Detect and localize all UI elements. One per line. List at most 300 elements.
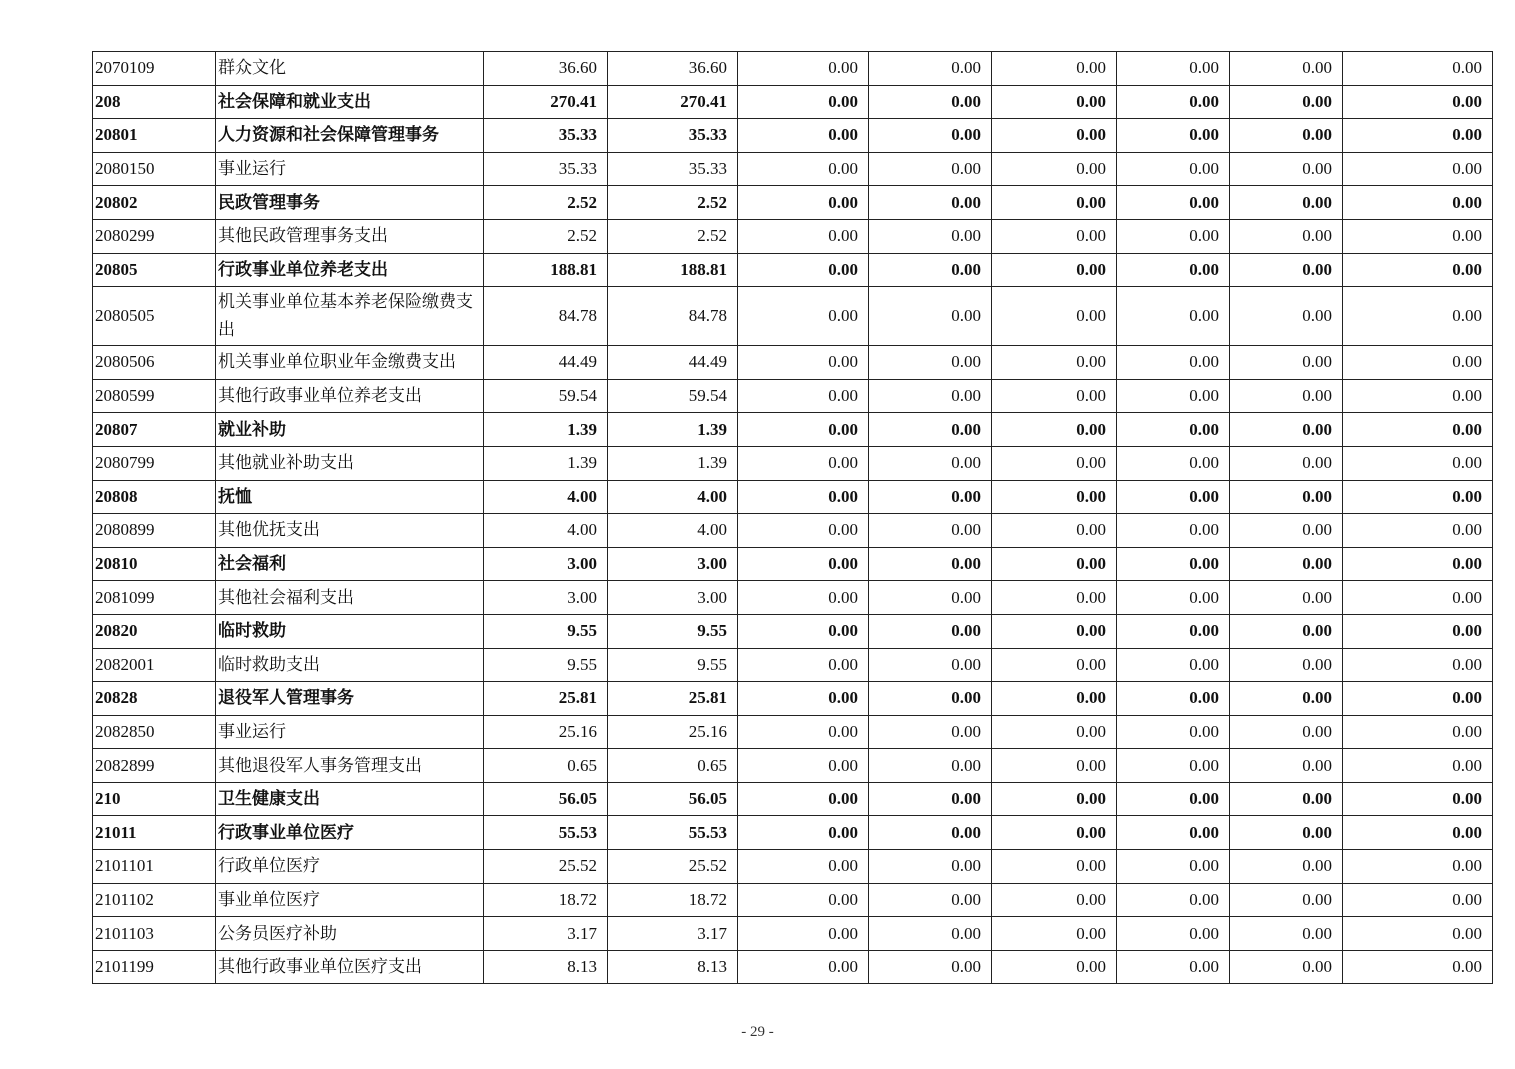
amount-cell: 0.00 <box>1230 85 1343 119</box>
amount-cell: 18.72 <box>484 883 608 917</box>
amount-cell: 0.00 <box>1343 253 1493 287</box>
amount-cell: 0.00 <box>992 446 1117 480</box>
amount-cell: 0.00 <box>1230 379 1343 413</box>
table-row <box>93 253 1493 287</box>
amount-cell: 56.05 <box>484 782 608 816</box>
amount-cell: 270.41 <box>608 85 738 119</box>
amount-cell: 4.00 <box>608 514 738 548</box>
amount-cell: 0.00 <box>1343 850 1493 884</box>
table-row <box>93 480 1493 514</box>
table-row <box>93 119 1493 153</box>
amount-cell: 35.33 <box>608 152 738 186</box>
subject-code-cell: 20820 <box>93 614 216 648</box>
amount-cell: 3.00 <box>608 547 738 581</box>
amount-cell: 9.55 <box>608 614 738 648</box>
amount-cell: 0.00 <box>738 514 869 548</box>
subject-code-cell: 208 <box>93 85 216 119</box>
amount-cell: 0.00 <box>1343 186 1493 220</box>
amount-cell: 0.00 <box>869 480 992 514</box>
subject-name-cell: 事业运行 <box>216 152 484 186</box>
amount-cell: 0.00 <box>992 782 1117 816</box>
amount-cell: 0.00 <box>738 186 869 220</box>
subject-code-cell: 20802 <box>93 186 216 220</box>
amount-cell: 270.41 <box>484 85 608 119</box>
table-row <box>93 287 1493 346</box>
table-row <box>93 152 1493 186</box>
amount-cell: 0.00 <box>738 480 869 514</box>
amount-cell: 0.00 <box>738 85 869 119</box>
amount-cell: 0.00 <box>1117 715 1230 749</box>
amount-cell: 59.54 <box>484 379 608 413</box>
subject-name-cell: 其他民政管理事务支出 <box>216 219 484 253</box>
table-row <box>93 950 1493 984</box>
subject-code-cell: 21011 <box>93 816 216 850</box>
amount-cell: 2.52 <box>608 186 738 220</box>
table-row <box>93 186 1493 220</box>
amount-cell: 25.81 <box>608 682 738 716</box>
amount-cell: 25.52 <box>484 850 608 884</box>
amount-cell: 0.00 <box>1230 186 1343 220</box>
amount-cell: 0.00 <box>1343 581 1493 615</box>
subject-name-cell: 行政事业单位医疗 <box>216 816 484 850</box>
amount-cell: 0.00 <box>869 346 992 380</box>
amount-cell: 3.00 <box>484 581 608 615</box>
subject-code-cell: 2101101 <box>93 850 216 884</box>
subject-name-cell: 民政管理事务 <box>216 186 484 220</box>
amount-cell: 0.00 <box>869 648 992 682</box>
amount-cell: 0.00 <box>1343 614 1493 648</box>
table-row <box>93 917 1493 951</box>
amount-cell: 0.00 <box>1343 682 1493 716</box>
amount-cell: 0.00 <box>1117 648 1230 682</box>
amount-cell: 0.00 <box>1117 152 1230 186</box>
amount-cell: 4.00 <box>484 480 608 514</box>
amount-cell: 0.00 <box>1343 346 1493 380</box>
subject-code-cell: 2080599 <box>93 379 216 413</box>
subject-code-cell: 20810 <box>93 547 216 581</box>
amount-cell: 2.52 <box>608 219 738 253</box>
amount-cell: 0.00 <box>1117 253 1230 287</box>
table-row <box>93 816 1493 850</box>
amount-cell: 0.00 <box>1117 85 1230 119</box>
amount-cell: 0.00 <box>992 715 1117 749</box>
amount-cell: 0.00 <box>869 413 992 447</box>
amount-cell: 0.00 <box>992 614 1117 648</box>
subject-name-cell: 人力资源和社会保障管理事务 <box>216 119 484 153</box>
amount-cell: 0.00 <box>738 614 869 648</box>
amount-cell: 0.00 <box>1343 917 1493 951</box>
amount-cell: 0.00 <box>1117 581 1230 615</box>
amount-cell: 0.00 <box>738 682 869 716</box>
amount-cell: 0.00 <box>869 287 992 346</box>
table-row <box>93 413 1493 447</box>
amount-cell: 0.00 <box>869 52 992 86</box>
subject-code-cell: 2080299 <box>93 219 216 253</box>
subject-code-cell: 20805 <box>93 253 216 287</box>
amount-cell: 0.00 <box>1230 950 1343 984</box>
subject-name-cell: 机关事业单位基本养老保险缴费支出 <box>216 287 484 346</box>
amount-cell: 0.00 <box>738 581 869 615</box>
amount-cell: 0.00 <box>738 52 869 86</box>
table-row <box>93 547 1493 581</box>
amount-cell: 0.00 <box>1230 219 1343 253</box>
amount-cell: 0.00 <box>738 547 869 581</box>
amount-cell: 1.39 <box>484 446 608 480</box>
amount-cell: 25.16 <box>484 715 608 749</box>
amount-cell: 0.00 <box>1343 287 1493 346</box>
amount-cell: 0.00 <box>1117 816 1230 850</box>
amount-cell: 188.81 <box>608 253 738 287</box>
amount-cell: 0.00 <box>869 749 992 783</box>
amount-cell: 0.00 <box>1230 715 1343 749</box>
amount-cell: 9.55 <box>484 648 608 682</box>
subject-name-cell: 事业单位医疗 <box>216 883 484 917</box>
amount-cell: 0.00 <box>992 883 1117 917</box>
subject-code-cell: 2080506 <box>93 346 216 380</box>
subject-name-cell: 事业运行 <box>216 715 484 749</box>
amount-cell: 0.00 <box>869 950 992 984</box>
table-row <box>93 581 1493 615</box>
subject-code-cell: 20808 <box>93 480 216 514</box>
amount-cell: 0.00 <box>992 287 1117 346</box>
table-row <box>93 883 1493 917</box>
amount-cell: 0.00 <box>1230 446 1343 480</box>
amount-cell: 1.39 <box>484 413 608 447</box>
amount-cell: 0.00 <box>738 413 869 447</box>
amount-cell: 0.00 <box>992 413 1117 447</box>
amount-cell: 0.00 <box>1343 514 1493 548</box>
amount-cell: 0.00 <box>992 917 1117 951</box>
amount-cell: 0.00 <box>1230 850 1343 884</box>
amount-cell: 44.49 <box>484 346 608 380</box>
subject-name-cell: 其他社会福利支出 <box>216 581 484 615</box>
subject-name-cell: 行政单位医疗 <box>216 850 484 884</box>
amount-cell: 0.00 <box>738 816 869 850</box>
amount-cell: 188.81 <box>484 253 608 287</box>
amount-cell: 35.33 <box>484 152 608 186</box>
amount-cell: 25.16 <box>608 715 738 749</box>
amount-cell: 0.00 <box>869 581 992 615</box>
amount-cell: 0.00 <box>1117 219 1230 253</box>
table-row <box>93 446 1493 480</box>
amount-cell: 25.52 <box>608 850 738 884</box>
amount-cell: 0.00 <box>738 152 869 186</box>
subject-name-cell: 机关事业单位职业年金缴费支出 <box>216 346 484 380</box>
subject-name-cell: 就业补助 <box>216 413 484 447</box>
subject-name-cell: 临时救助 <box>216 614 484 648</box>
amount-cell: 0.00 <box>992 346 1117 380</box>
amount-cell: 0.00 <box>1343 219 1493 253</box>
subject-code-cell: 20828 <box>93 682 216 716</box>
amount-cell: 2.52 <box>484 219 608 253</box>
subject-name-cell: 其他就业补助支出 <box>216 446 484 480</box>
amount-cell: 0.00 <box>1343 749 1493 783</box>
table-row <box>93 850 1493 884</box>
table-row <box>93 782 1493 816</box>
subject-name-cell: 其他行政事业单位养老支出 <box>216 379 484 413</box>
amount-cell: 0.00 <box>738 253 869 287</box>
amount-cell: 0.00 <box>738 287 869 346</box>
amount-cell: 0.00 <box>992 749 1117 783</box>
amount-cell: 0.00 <box>1230 514 1343 548</box>
amount-cell: 0.00 <box>869 715 992 749</box>
amount-cell: 9.55 <box>608 648 738 682</box>
amount-cell: 44.49 <box>608 346 738 380</box>
amount-cell: 35.33 <box>484 119 608 153</box>
amount-cell: 0.00 <box>1343 782 1493 816</box>
amount-cell: 0.00 <box>738 850 869 884</box>
table-row <box>93 715 1493 749</box>
amount-cell: 0.00 <box>1117 480 1230 514</box>
amount-cell: 3.17 <box>484 917 608 951</box>
amount-cell: 0.00 <box>1230 52 1343 86</box>
amount-cell: 0.00 <box>1343 119 1493 153</box>
amount-cell: 8.13 <box>484 950 608 984</box>
amount-cell: 0.00 <box>1117 917 1230 951</box>
subject-name-cell: 行政事业单位养老支出 <box>216 253 484 287</box>
amount-cell: 0.00 <box>992 152 1117 186</box>
amount-cell: 0.00 <box>738 883 869 917</box>
amount-cell: 0.00 <box>738 219 869 253</box>
amount-cell: 0.00 <box>992 379 1117 413</box>
subject-code-cell: 2080899 <box>93 514 216 548</box>
amount-cell: 0.00 <box>1117 547 1230 581</box>
amount-cell: 59.54 <box>608 379 738 413</box>
table-row <box>93 346 1493 380</box>
amount-cell: 35.33 <box>608 119 738 153</box>
amount-cell: 36.60 <box>484 52 608 86</box>
subject-name-cell: 其他行政事业单位医疗支出 <box>216 950 484 984</box>
amount-cell: 25.81 <box>484 682 608 716</box>
amount-cell: 0.00 <box>1343 480 1493 514</box>
subject-code-cell: 2101199 <box>93 950 216 984</box>
amount-cell: 0.00 <box>1117 119 1230 153</box>
amount-cell: 0.00 <box>1343 52 1493 86</box>
amount-cell: 0.00 <box>869 816 992 850</box>
amount-cell: 18.72 <box>608 883 738 917</box>
amount-cell: 0.00 <box>1117 379 1230 413</box>
subject-name-cell: 临时救助支出 <box>216 648 484 682</box>
table-row <box>93 614 1493 648</box>
table-row <box>93 379 1493 413</box>
amount-cell: 0.00 <box>1117 682 1230 716</box>
subject-code-cell: 20807 <box>93 413 216 447</box>
amount-cell: 0.00 <box>1343 715 1493 749</box>
amount-cell: 0.00 <box>1230 749 1343 783</box>
table-row <box>93 52 1493 86</box>
table-row <box>93 514 1493 548</box>
amount-cell: 0.00 <box>1230 917 1343 951</box>
amount-cell: 0.00 <box>1117 614 1230 648</box>
page-number: - 29 - <box>741 1024 774 1040</box>
amount-cell: 4.00 <box>608 480 738 514</box>
amount-cell: 0.00 <box>1230 648 1343 682</box>
amount-cell: 0.00 <box>1117 950 1230 984</box>
amount-cell: 0.00 <box>1230 547 1343 581</box>
amount-cell: 9.55 <box>484 614 608 648</box>
amount-cell: 0.00 <box>992 253 1117 287</box>
amount-cell: 0.00 <box>1230 682 1343 716</box>
amount-cell: 0.00 <box>738 715 869 749</box>
amount-cell: 0.00 <box>1230 346 1343 380</box>
subject-name-cell: 退役军人管理事务 <box>216 682 484 716</box>
amount-cell: 56.05 <box>608 782 738 816</box>
amount-cell: 0.00 <box>992 816 1117 850</box>
subject-code-cell: 2101103 <box>93 917 216 951</box>
amount-cell: 0.00 <box>869 152 992 186</box>
amount-cell: 3.00 <box>484 547 608 581</box>
subject-code-cell: 20801 <box>93 119 216 153</box>
amount-cell: 84.78 <box>484 287 608 346</box>
subject-name-cell: 群众文化 <box>216 52 484 86</box>
amount-cell: 0.00 <box>1117 883 1230 917</box>
subject-name-cell: 其他优抚支出 <box>216 514 484 548</box>
amount-cell: 0.00 <box>869 253 992 287</box>
amount-cell: 4.00 <box>484 514 608 548</box>
subject-code-cell: 2082899 <box>93 749 216 783</box>
amount-cell: 0.00 <box>869 186 992 220</box>
amount-cell: 3.00 <box>608 581 738 615</box>
subject-name-cell: 公务员医疗补助 <box>216 917 484 951</box>
amount-cell: 0.00 <box>992 581 1117 615</box>
amount-cell: 0.00 <box>1343 85 1493 119</box>
subject-code-cell: 2101102 <box>93 883 216 917</box>
amount-cell: 0.00 <box>1230 816 1343 850</box>
amount-cell: 0.00 <box>738 379 869 413</box>
table-body <box>93 52 1493 984</box>
amount-cell: 0.00 <box>1117 514 1230 548</box>
amount-cell: 0.00 <box>1343 816 1493 850</box>
amount-cell: 0.00 <box>869 446 992 480</box>
amount-cell: 0.00 <box>1343 547 1493 581</box>
amount-cell: 0.00 <box>869 917 992 951</box>
amount-cell: 0.00 <box>1117 782 1230 816</box>
amount-cell: 0.00 <box>1230 782 1343 816</box>
amount-cell: 0.00 <box>869 119 992 153</box>
amount-cell: 0.00 <box>1343 152 1493 186</box>
amount-cell: 36.60 <box>608 52 738 86</box>
amount-cell: 0.00 <box>1343 950 1493 984</box>
subject-name-cell: 抚恤 <box>216 480 484 514</box>
amount-cell: 0.00 <box>738 749 869 783</box>
amount-cell: 0.00 <box>992 514 1117 548</box>
amount-cell: 0.00 <box>1117 52 1230 86</box>
amount-cell: 0.00 <box>738 648 869 682</box>
amount-cell: 0.00 <box>1230 614 1343 648</box>
amount-cell: 0.00 <box>869 514 992 548</box>
amount-cell: 0.00 <box>1343 446 1493 480</box>
amount-cell: 1.39 <box>608 446 738 480</box>
amount-cell: 0.00 <box>869 782 992 816</box>
amount-cell: 0.00 <box>738 917 869 951</box>
amount-cell: 0.00 <box>992 85 1117 119</box>
subject-name-cell: 社会福利 <box>216 547 484 581</box>
amount-cell: 0.00 <box>1230 581 1343 615</box>
amount-cell: 0.00 <box>1230 480 1343 514</box>
amount-cell: 0.00 <box>738 446 869 480</box>
table-row <box>93 85 1493 119</box>
amount-cell: 0.65 <box>484 749 608 783</box>
subject-code-cell: 2082850 <box>93 715 216 749</box>
amount-cell: 0.00 <box>869 547 992 581</box>
amount-cell: 1.39 <box>608 413 738 447</box>
amount-cell: 0.00 <box>738 782 869 816</box>
table-row <box>93 682 1493 716</box>
amount-cell: 0.00 <box>738 346 869 380</box>
amount-cell: 0.00 <box>869 682 992 716</box>
amount-cell: 0.00 <box>992 186 1117 220</box>
amount-cell: 0.00 <box>992 648 1117 682</box>
amount-cell: 2.52 <box>484 186 608 220</box>
amount-cell: 0.00 <box>869 379 992 413</box>
subject-code-cell: 2080150 <box>93 152 216 186</box>
amount-cell: 0.00 <box>1117 346 1230 380</box>
amount-cell: 0.00 <box>1230 119 1343 153</box>
amount-cell: 0.00 <box>1117 749 1230 783</box>
amount-cell: 0.00 <box>992 219 1117 253</box>
subject-code-cell: 2070109 <box>93 52 216 86</box>
amount-cell: 0.00 <box>738 119 869 153</box>
amount-cell: 0.00 <box>1230 883 1343 917</box>
amount-cell: 0.00 <box>992 950 1117 984</box>
amount-cell: 0.00 <box>1230 253 1343 287</box>
amount-cell: 0.00 <box>869 614 992 648</box>
amount-cell: 0.00 <box>992 682 1117 716</box>
amount-cell: 0.00 <box>869 883 992 917</box>
amount-cell: 0.00 <box>1230 287 1343 346</box>
subject-code-cell: 2081099 <box>93 581 216 615</box>
amount-cell: 0.00 <box>992 480 1117 514</box>
amount-cell: 55.53 <box>608 816 738 850</box>
amount-cell: 55.53 <box>484 816 608 850</box>
subject-code-cell: 2080505 <box>93 287 216 346</box>
table-row <box>93 219 1493 253</box>
amount-cell: 0.00 <box>1343 648 1493 682</box>
amount-cell: 84.78 <box>608 287 738 346</box>
amount-cell: 0.00 <box>869 850 992 884</box>
amount-cell: 0.00 <box>1343 379 1493 413</box>
amount-cell: 0.00 <box>992 850 1117 884</box>
amount-cell: 0.00 <box>992 119 1117 153</box>
amount-cell: 0.00 <box>1343 883 1493 917</box>
amount-cell: 3.17 <box>608 917 738 951</box>
amount-cell: 0.00 <box>869 85 992 119</box>
subject-name-cell: 其他退役军人事务管理支出 <box>216 749 484 783</box>
amount-cell: 0.00 <box>992 547 1117 581</box>
amount-cell: 0.00 <box>992 52 1117 86</box>
subject-name-cell: 卫生健康支出 <box>216 782 484 816</box>
subject-code-cell: 2082001 <box>93 648 216 682</box>
budget-table <box>92 51 1493 984</box>
amount-cell: 8.13 <box>608 950 738 984</box>
subject-code-cell: 2080799 <box>93 446 216 480</box>
table-row <box>93 648 1493 682</box>
amount-cell: 0.00 <box>1117 287 1230 346</box>
subject-name-cell: 社会保障和就业支出 <box>216 85 484 119</box>
amount-cell: 0.00 <box>1343 413 1493 447</box>
amount-cell: 0.00 <box>1117 446 1230 480</box>
amount-cell: 0.00 <box>1117 850 1230 884</box>
amount-cell: 0.00 <box>1117 186 1230 220</box>
amount-cell: 0.00 <box>1230 413 1343 447</box>
amount-cell: 0.00 <box>869 219 992 253</box>
table-row <box>93 749 1493 783</box>
amount-cell: 0.65 <box>608 749 738 783</box>
subject-code-cell: 210 <box>93 782 216 816</box>
amount-cell: 0.00 <box>1117 413 1230 447</box>
amount-cell: 0.00 <box>738 950 869 984</box>
amount-cell: 0.00 <box>1230 152 1343 186</box>
